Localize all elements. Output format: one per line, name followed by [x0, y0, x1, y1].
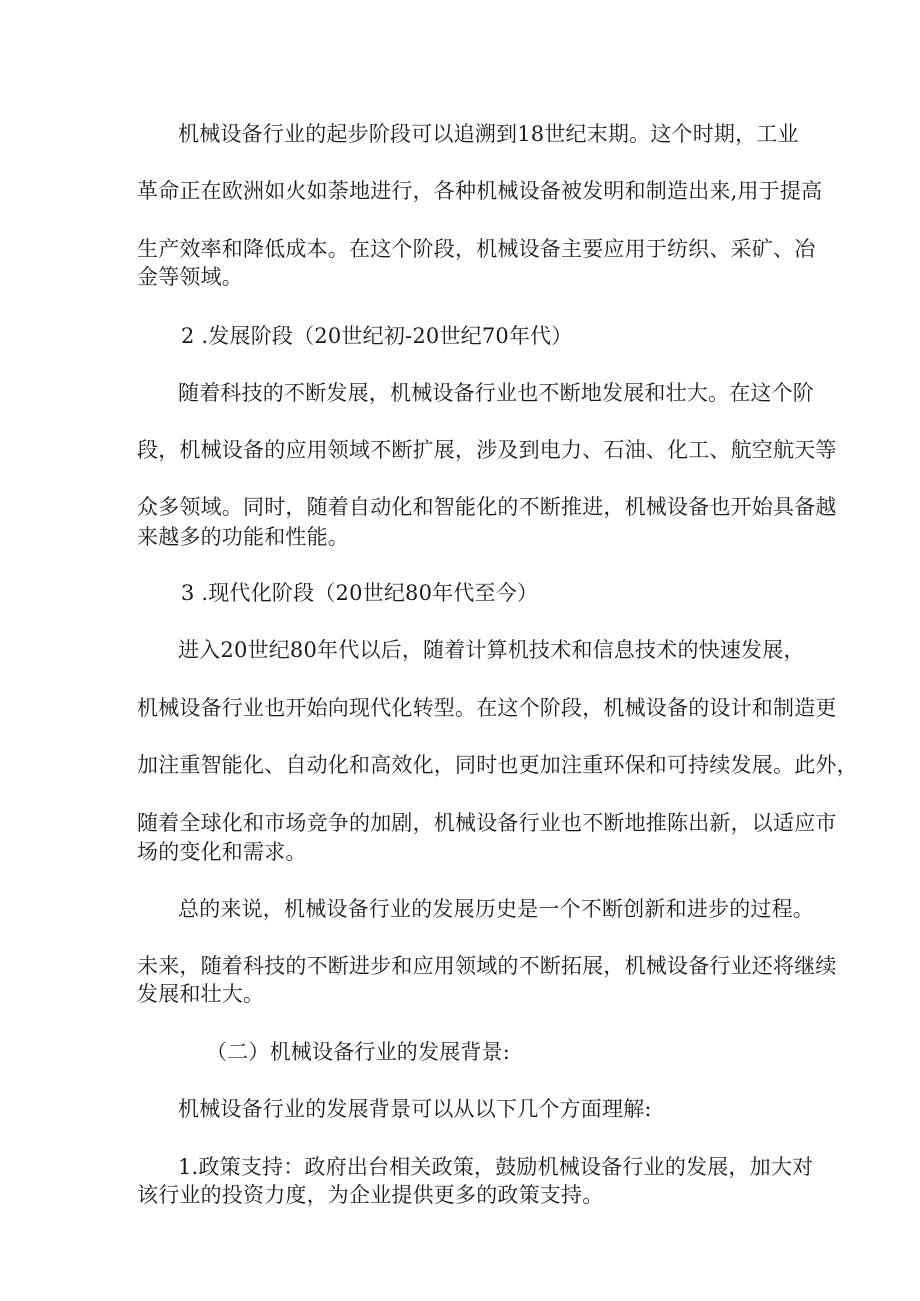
- section-heading-development-background: （二）机械设备行业的发展背景:: [206, 1040, 511, 1064]
- paragraph-4-line-3: 发展和壮大。: [137, 982, 265, 1006]
- paragraph-5: 机械设备行业的发展背景可以从以下几个方面理解:: [178, 1097, 652, 1121]
- paragraph-1-line-3: 生产效率和降低成本。在这个阶段，机械设备主要应用于纺织、采矿、冶: [137, 237, 816, 261]
- list-item-1-line-2: 该行业的投资力度，为企业提供更多的政策支持。: [137, 1183, 604, 1207]
- paragraph-1-line-1: 机械设备行业的起步阶段可以追溯到18世纪末期。这个时期，工业: [178, 122, 799, 146]
- paragraph-3-line-1: 进入20世纪80年代以后，随着计算机技术和信息技术的快速发展，: [178, 638, 805, 662]
- paragraph-2-line-1: 随着科技的不断发展，机械设备行业也不断地发展和壮大。在这个阶: [178, 381, 814, 405]
- paragraph-3-line-3: 加注重智能化、自动化和高效化，同时也更加注重环保和可持续发展。此外，: [137, 753, 858, 777]
- paragraph-4-line-1: 总的来说，机械设备行业的发展历史是一个不断创新和进步的过程。: [178, 897, 814, 921]
- paragraph-1-line-4: 金等领域。: [137, 265, 243, 289]
- paragraph-3-line-4: 随着全球化和市场竞争的加剧，机械设备行业也不断地推陈出新，以适应市: [137, 811, 837, 835]
- paragraph-2-line-4: 来越多的功能和性能。: [137, 525, 349, 549]
- list-item-1-line-1: 1.政策支持：政府出台相关政策，鼓励机械设备行业的发展，加大对: [178, 1155, 814, 1179]
- section-heading-development-stage: 2 .发展阶段（20世纪初-20世纪70年代）: [181, 324, 573, 348]
- paragraph-1-line-2: 革命正在欧洲如火如荼地进行，各种机械设备被发明和制造出来,用于提高: [137, 179, 823, 203]
- paragraph-3-line-5: 场的变化和需求。: [137, 840, 307, 864]
- section-heading-modernization-stage: 3 .现代化阶段（20世纪80年代至今）: [181, 581, 539, 605]
- paragraph-3-line-2: 机械设备行业也开始向现代化转型。在这个阶段，机械设备的设计和制造更: [137, 696, 837, 720]
- paragraph-2-line-3: 众多领域。同时，随着自动化和智能化的不断推进，机械设备也开始具备越: [137, 495, 837, 519]
- paragraph-2-line-2: 段，机械设备的应用领域不断扩展，涉及到电力、石油、化工、航空航天等: [137, 438, 837, 462]
- paragraph-4-line-2: 未来，随着科技的不断进步和应用领域的不断拓展，机械设备行业还将继续: [137, 954, 837, 978]
